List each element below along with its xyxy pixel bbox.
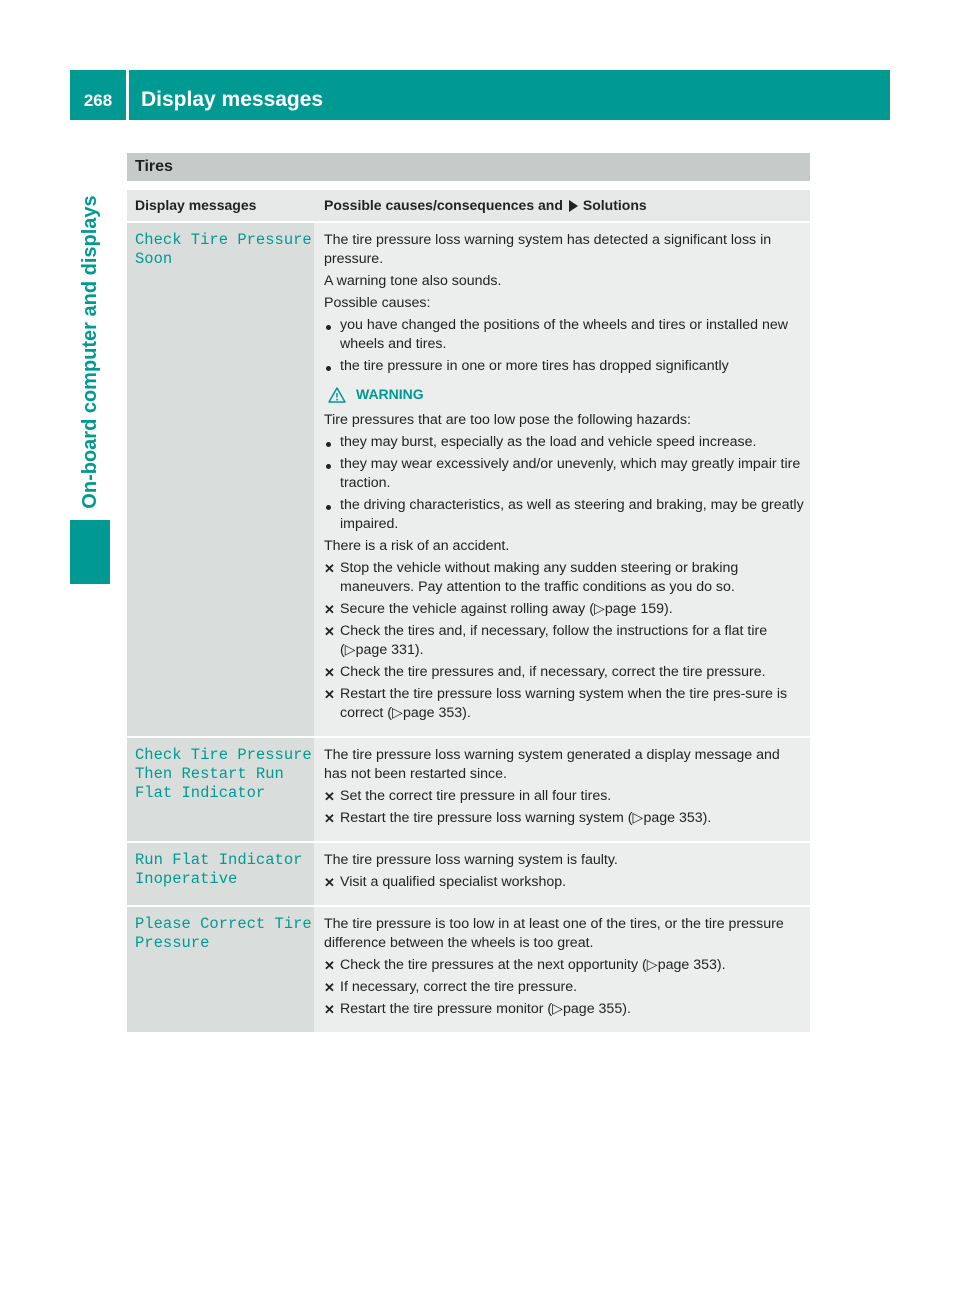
x-mark-icon: ✕ <box>324 602 335 617</box>
step-item: ✕ Restart the tire pressure loss warning system (▷page 353). <box>324 810 712 826</box>
step-item: ✕ Check the tire pressures at the next opportunity (▷page 353). <box>324 957 726 973</box>
table-row <box>127 843 810 907</box>
column-header-solutions <box>314 190 810 221</box>
header-divider <box>126 70 129 120</box>
solution-cell <box>314 907 810 1032</box>
message-cell <box>127 738 314 841</box>
step-text: Check the tire pressures at the next opportunity ( <box>340 957 647 973</box>
section-header <box>127 153 810 181</box>
solution-text: The tire pressure loss warning system is faulty. <box>324 852 618 868</box>
list-item-text: they may burst, especially as the load and vehicle speed increase. <box>340 434 757 450</box>
solution-text: Tire pressures that are too low pose the following hazards: <box>324 412 691 428</box>
x-mark-icon: ✕ <box>324 687 335 702</box>
list-item-text: you have changed the positions of the wheels and tires or installed new wheels and tires. <box>340 317 788 352</box>
page-reference[interactable]: page 353 <box>643 810 703 826</box>
table-header <box>127 190 810 223</box>
page-ref-arrow-icon: ▷ <box>646 957 658 973</box>
page-number: 268 <box>83 91 113 110</box>
page-reference[interactable]: page 331 <box>355 642 415 658</box>
step-item: ✕ Check the tires and, if necessary, follow the instructions for a flat tire (▷page 331). <box>324 623 768 658</box>
x-mark-icon: ✕ <box>324 875 335 890</box>
display-message: Run Flat Indicator Inoperative <box>135 851 303 888</box>
page-reference[interactable]: page 355 <box>563 1001 623 1017</box>
x-mark-icon: ✕ <box>324 561 335 576</box>
solution-cell <box>314 738 810 841</box>
step-item: ✕ Restart the tire pressure loss warning system when the tire pres-sure is correct (▷page 353). <box>324 686 788 721</box>
step-item: ✕ Restart the tire pressure monitor (▷page 355). <box>324 1001 631 1017</box>
display-message: Check Tire Pressure Soon <box>135 231 312 268</box>
list-item <box>324 496 804 534</box>
step-text: Restart the tire pressure loss warning system ( <box>340 810 633 826</box>
step-text: Check the tires and, if necessary, follow the instructions for a flat tire ( <box>340 623 768 658</box>
step-text: Restart the tire pressure monitor ( <box>340 1001 553 1017</box>
warning-label: WARNING <box>356 386 424 402</box>
list-item-text: they may wear excessively and/or unevenly, which may greatly impair tire traction. <box>340 456 801 491</box>
message-cell <box>127 907 314 1032</box>
x-mark-icon: ✕ <box>324 1002 335 1017</box>
warning-triangle-icon <box>328 387 346 403</box>
x-mark-icon: ✕ <box>324 665 335 680</box>
solutions-arrow-icon <box>569 200 578 212</box>
column-header-solutions-b: Solutions <box>582 197 647 213</box>
section-title: Tires <box>135 158 173 175</box>
solution-cell <box>314 223 810 736</box>
solution-text: A warning tone also sounds. <box>324 273 502 289</box>
step-item <box>324 559 804 597</box>
page-ref-arrow-icon: ▷ <box>632 810 644 826</box>
side-tab <box>70 120 110 584</box>
step-item <box>324 873 804 892</box>
step-text: Set the correct tire pressure in all four tires. <box>340 788 612 804</box>
display-message: Please Correct Tire Pressure <box>135 915 312 952</box>
table-row <box>127 738 810 843</box>
page-ref-arrow-icon: ▷ <box>593 601 605 617</box>
page-title: Display messages <box>141 88 324 111</box>
x-mark-icon: ✕ <box>324 980 335 995</box>
side-tab-label: On-board computer and displays <box>79 195 101 509</box>
list-item-text: the driving characteristics, as well as steering and braking, may be greatly impaired. <box>340 497 804 532</box>
list-item <box>324 433 804 452</box>
step-text: Check the tire pressures and, if necessary, correct the tire pressure. <box>340 664 766 680</box>
column-header-solutions-a: Possible causes/consequences and <box>324 197 563 213</box>
column-header-messages: Display messages <box>135 197 257 213</box>
side-tab-block <box>70 520 110 584</box>
page-reference[interactable]: page 353 <box>402 705 463 721</box>
dot-bullet-icon <box>324 316 340 354</box>
page-ref-arrow-icon: ▷ <box>344 642 356 658</box>
table-row <box>127 907 810 1034</box>
page-ref-arrow-icon: ▷ <box>552 1001 564 1017</box>
message-cell <box>127 223 314 736</box>
step-text: Restart the tire pressure loss warning system when the tire pres-sure is correct ( <box>340 686 788 721</box>
step-text: Visit a qualified specialist workshop. <box>340 874 567 890</box>
x-mark-icon: ✕ <box>324 958 335 973</box>
solution-text: The tire pressure loss warning system has detected a significant loss in pressure. <box>324 232 772 267</box>
step-text: If necessary, correct the tire pressure. <box>340 979 578 995</box>
solution-text: Possible causes: <box>324 295 431 311</box>
page-reference[interactable]: page 353 <box>657 957 717 973</box>
step-item <box>324 663 804 682</box>
step-item: ✕ Secure the vehicle against rolling away (▷page 159). <box>324 601 673 617</box>
table-row <box>127 223 810 738</box>
solution-text: The tire pressure is too low in at least one of the tires, or the tire pressure difference between the wheels is too great. <box>324 916 784 951</box>
list-item <box>324 316 804 354</box>
dot-bullet-icon <box>324 433 340 452</box>
solution-cell <box>314 843 810 905</box>
page-ref-arrow-icon: ▷ <box>392 705 403 721</box>
page-reference[interactable]: page 159 <box>604 601 665 617</box>
page-header <box>70 70 890 120</box>
display-messages-table <box>127 190 810 1034</box>
x-mark-icon: ✕ <box>324 789 335 804</box>
warning-heading <box>328 385 804 404</box>
step-item <box>324 978 804 997</box>
display-message: Check Tire Pressure Then Restart Run Flat Indicator <box>135 746 312 802</box>
dot-bullet-icon <box>324 357 340 376</box>
solution-text: There is a risk of an accident. <box>324 538 510 554</box>
list-item-text: the tire pressure in one or more tires has dropped significantly <box>340 358 729 374</box>
solution-text: The tire pressure loss warning system generated a display message and has not been restarted since. <box>324 747 780 782</box>
dot-bullet-icon <box>324 496 340 534</box>
step-text: Secure the vehicle against rolling away ( <box>340 601 594 617</box>
list-item <box>324 357 804 376</box>
message-cell <box>127 843 314 905</box>
step-text: Stop the vehicle without making any sudden steering or braking maneuvers. Pay attention to the traffic conditions as you do so. <box>340 560 739 595</box>
list-item <box>324 455 804 493</box>
step-item <box>324 787 804 806</box>
x-mark-icon: ✕ <box>324 811 335 826</box>
dot-bullet-icon <box>324 455 340 493</box>
x-mark-icon: ✕ <box>324 624 335 639</box>
